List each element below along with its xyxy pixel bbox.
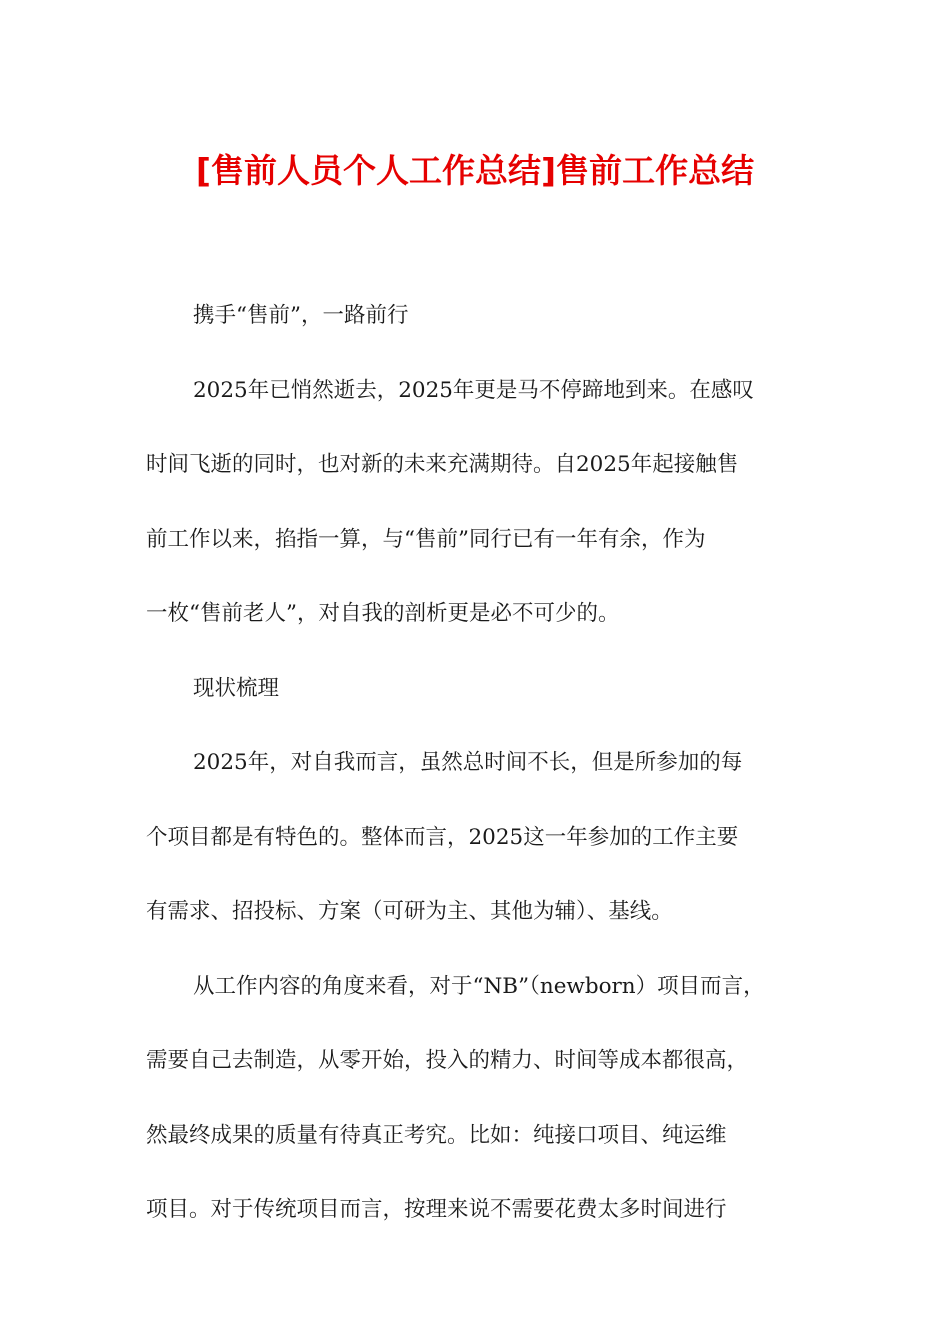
body-line: 一枚“售前老人”，对自我的剖析更是必不可少的。 xyxy=(146,601,620,626)
body-line: 个项目都是有特色的。整体而言，2025这一年参加的工作主要 xyxy=(146,824,739,850)
body-line: 需要自己去制造，从零开始，投入的精力、时间等成本都很高， xyxy=(146,1048,749,1073)
body-line: 从工作内容的角度来看，对于“NB”（newborn）项目而言， xyxy=(193,973,765,999)
body-line: 项目。对于传统项目而言，按理来说不需要花费太多时间进行 xyxy=(146,1197,727,1222)
body-line: 现状梳理 xyxy=(193,675,280,701)
body-line: 时间飞逝的同时，也对新的未来充满期待。自2025年起接触售 xyxy=(146,452,739,477)
body-line: 有需求、招投标、方案（可研为主、其他为辅）、基线。 xyxy=(146,899,673,924)
body-line: 2025年，对自我而言，虽然总时间不长，但是所参加的每 xyxy=(193,750,743,775)
body-line: 2025年已悄然逝去，2025年更是马不停蹄地到来。在感叹 xyxy=(193,377,754,403)
body-line: 然最终成果的质量有待真正考究。比如：纯接口项目、纯运维 xyxy=(146,1122,727,1148)
document-title: [售前人员个人工作总结]售前工作总结 xyxy=(195,151,755,190)
document-body xyxy=(146,279,826,1248)
body-line: 前工作以来，掐指一算，与“售前”同行已有一年有余，作为 xyxy=(146,526,706,552)
body-line: 携手“售前”，一路前行 xyxy=(193,303,409,328)
